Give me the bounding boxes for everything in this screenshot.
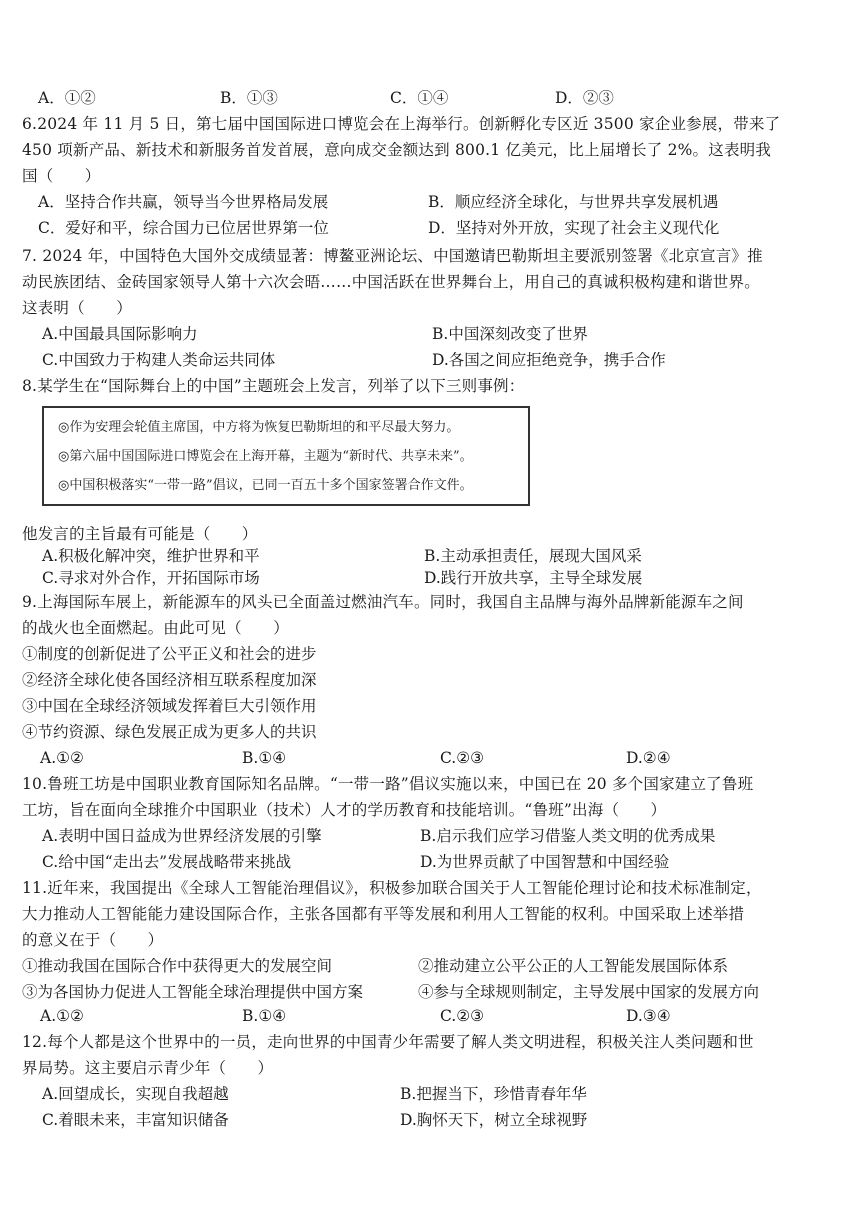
q10-option-a[interactable]: A.表明中国日益成为世界经济发展的引擎 bbox=[42, 827, 322, 845]
q12-option-b[interactable]: B.把握当下，珍惜青春年华 bbox=[400, 1085, 587, 1103]
q6-stem-line1: 6.2024 年 11 月 5 日，第七届中国国际进口博览会在上海举行。创新孵化专区近 3500 家企业参展，带来了 bbox=[22, 115, 781, 133]
q11-option-c[interactable]: C.②③ bbox=[440, 1007, 485, 1025]
q12-option-c[interactable]: C.着眼未来，丰富知识储备 bbox=[42, 1111, 229, 1129]
q10-option-c[interactable]: C.给中国“走出去”发展战略带来挑战 bbox=[42, 853, 292, 871]
q8-stem-line2: 他发言的主旨最有可能是（ ） bbox=[22, 525, 258, 543]
q12-option-a[interactable]: A.回望成长，实现自我超越 bbox=[42, 1085, 229, 1103]
q6-stem-line2: 450 项新产品、新技术和新服务首发首展，意向成交金额达到 800.1 亿美元，比上届增长了 2%。这表明我 bbox=[22, 141, 772, 159]
q8-example-2: ◎第六届中国国际进口博览会在上海开幕，主题为“新时代、共享未来”。 bbox=[58, 449, 473, 464]
q11-option-d[interactable]: D.③④ bbox=[626, 1007, 671, 1025]
q8-option-c[interactable]: C.寻求对外合作，开拓国际市场 bbox=[42, 569, 260, 587]
q6-stem-line3: 国（ ） bbox=[22, 167, 101, 185]
q9-option-c[interactable]: C.②③ bbox=[440, 749, 485, 767]
q11-item-2: ②推动建立公平公正的人工智能发展国际体系 bbox=[418, 957, 729, 975]
q8-example-3: ◎中国积极落实“一带一路”倡议，已同一百五十多个国家签署合作文件。 bbox=[58, 478, 473, 493]
q5-option-a[interactable]: A．①② bbox=[38, 89, 96, 107]
q11-item-4: ④参与全球规则制定，主导发展中国家的发展方向 bbox=[418, 983, 760, 1001]
q9-option-a[interactable]: A.①② bbox=[40, 749, 84, 767]
q9-item-4: ④节约资源、绿色发展正成为更多人的共识 bbox=[22, 723, 317, 741]
q12-stem-line1: 12.每个人都是这个世界中的一员，走向世界的中国青少年需要了解人类文明进程，积极关注人类问题和世 bbox=[22, 1033, 754, 1051]
q8-example-box bbox=[42, 406, 530, 506]
q11-item-1: ①推动我国在国际合作中获得更大的发展空间 bbox=[22, 957, 333, 975]
q10-option-b[interactable]: B.启示我们应学习借鉴人类文明的优秀成果 bbox=[420, 827, 716, 845]
q11-stem-line1: 11.近年来，我国提出《全球人工智能治理倡议》，积极参加联合国关于人工智能伦理讨论和技术标准制定， bbox=[22, 879, 762, 897]
q8-option-b[interactable]: B.主动承担责任，展现大国风采 bbox=[424, 547, 642, 565]
q11-stem-line3: 的意义在于（ ） bbox=[22, 931, 164, 949]
q6-option-d[interactable]: D．坚持对外开放，实现了社会主义现代化 bbox=[428, 219, 720, 237]
q10-stem-line1: 10.鲁班工坊是中国职业教育国际知名品牌。“一带一路”倡议实施以来，中国已在 20 多个国家建立了鲁班 bbox=[22, 775, 754, 793]
q7-option-c[interactable]: C.中国致力于构建人类命运共同体 bbox=[42, 351, 276, 369]
q11-stem-line2: 大力推动人工智能能力建设国际合作，主张各国都有平等发展和利用人工智能的权利。中国采取上述举措 bbox=[22, 905, 745, 923]
q8-option-d[interactable]: D.践行开放共享，主导全球发展 bbox=[424, 569, 643, 587]
q12-stem-line2: 界局势。这主要启示青少年（ ） bbox=[22, 1059, 274, 1077]
q7-stem-line3: 这表明（ ） bbox=[22, 299, 132, 317]
q5-option-b[interactable]: B．①③ bbox=[220, 89, 278, 107]
q8-option-a[interactable]: A.积极化解冲突，维护世界和平 bbox=[42, 547, 260, 565]
q6-option-b[interactable]: B．顺应经济全球化，与世界共享发展机遇 bbox=[428, 193, 719, 211]
q6-option-c[interactable]: C．爱好和平，综合国力已位居世界第一位 bbox=[38, 219, 329, 237]
q12-option-d[interactable]: D.胸怀天下，树立全球视野 bbox=[400, 1111, 588, 1129]
q9-option-b[interactable]: B.①④ bbox=[242, 749, 287, 767]
q11-option-b[interactable]: B.①④ bbox=[242, 1007, 287, 1025]
q9-option-d[interactable]: D.②④ bbox=[626, 749, 671, 767]
q9-stem-line1: 9.上海国际车展上，新能源车的风头已全面盖过燃油汽车。同时，我国自主品牌与海外品牌新能源车之间 bbox=[22, 593, 744, 611]
q11-item-3: ③为各国协力促进人工智能全球治理提供中国方案 bbox=[22, 983, 364, 1001]
q11-option-a[interactable]: A.①② bbox=[40, 1007, 84, 1025]
q10-option-d[interactable]: D.为世界贡献了中国智慧和中国经验 bbox=[420, 853, 670, 871]
q8-stem-line1: 8.某学生在“国际舞台上的中国”主题班会上发言，列举了以下三则事例： bbox=[22, 377, 525, 395]
q7-option-a[interactable]: A.中国最具国际影响力 bbox=[42, 325, 198, 343]
q7-option-b[interactable]: B.中国深刻改变了世界 bbox=[432, 325, 588, 343]
q10-stem-line2: 工坊，旨在面向全球推介中国职业（技术）人才的学历教育和技能培训。“鲁班”出海（ ） bbox=[22, 801, 667, 819]
q5-option-d[interactable]: D．②③ bbox=[555, 89, 614, 107]
q9-item-3: ③中国在全球经济领域发挥着巨大引领作用 bbox=[22, 697, 317, 715]
q9-item-1: ①制度的创新促进了公平正义和社会的进步 bbox=[22, 645, 317, 663]
q7-stem-line2: 动民族团结、金砖国家领导人第十六次会晤……中国活跃在世界舞台上，用自己的真诚积极构建和谐世界。 bbox=[22, 273, 760, 291]
q9-item-2: ②经济全球化使各国经济相互联系程度加深 bbox=[22, 671, 317, 689]
q9-stem-line2: 的战火也全面燃起。由此可见（ ） bbox=[22, 619, 289, 637]
q5-option-c[interactable]: C．①④ bbox=[390, 89, 449, 107]
q8-example-1: ◎作为安理会轮值主席国，中方将为恢复巴勒斯坦的和平尽最大努力。 bbox=[58, 420, 460, 435]
q7-option-d[interactable]: D.各国之间应拒绝竞争，携手合作 bbox=[432, 351, 666, 369]
q6-option-a[interactable]: A．坚持合作共赢，领导当今世界格局发展 bbox=[38, 193, 329, 211]
q7-stem-line1: 7. 2024 年，中国特色大国外交成绩显著：博鳌亚洲论坛、中国邀请巴勒斯坦主要派别签署《北京宣言》推 bbox=[22, 247, 763, 265]
